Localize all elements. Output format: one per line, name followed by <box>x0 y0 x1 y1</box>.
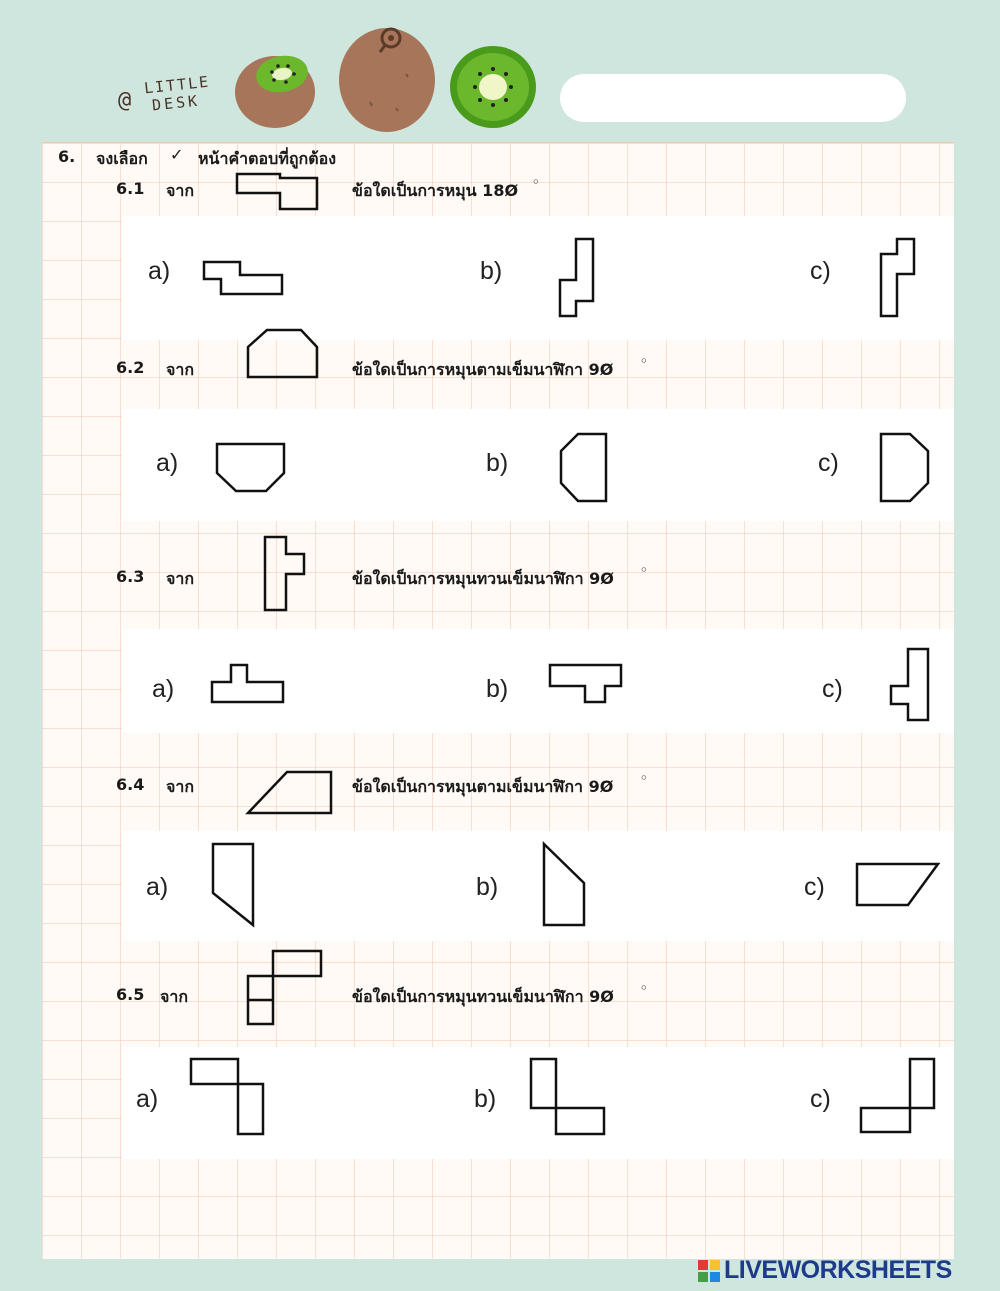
option-label-b[interactable]: b) <box>486 675 509 703</box>
question-number: 6.1 <box>116 179 145 198</box>
header-banner <box>560 74 906 122</box>
degree-symbol: ◦ <box>640 354 648 368</box>
brand-logo <box>118 74 218 122</box>
check-mark-icon: ✓ <box>170 145 184 164</box>
option-label-a[interactable]: a) <box>152 675 175 703</box>
question-number: 6.3 <box>116 567 145 586</box>
kiwi-whole-icon <box>336 22 438 134</box>
option-c-shape[interactable] <box>856 863 940 907</box>
option-label-c[interactable]: c) <box>810 257 831 285</box>
source-shape <box>264 536 306 612</box>
option-b-shape[interactable] <box>549 664 623 704</box>
instruction-text-2: หน้าคำตอบที่ถูกต้อง <box>198 149 337 168</box>
kiwi-half-icon <box>232 44 322 130</box>
source-shape <box>247 771 333 815</box>
question-text: ข้อใดเป็นการหมุน 18Ø <box>352 181 519 200</box>
question-from: จาก <box>166 181 195 200</box>
degree-symbol: ◦ <box>532 175 540 189</box>
brand-at: @ <box>118 88 132 113</box>
option-a-shape[interactable] <box>216 443 286 493</box>
option-a-shape[interactable] <box>190 1058 266 1136</box>
option-label-a[interactable]: a) <box>146 873 169 901</box>
option-c-shape[interactable] <box>890 648 930 722</box>
option-label-c[interactable]: c) <box>822 675 843 703</box>
brand-line-1: LITTLE <box>143 72 211 98</box>
option-c-shape[interactable] <box>860 1058 938 1136</box>
option-label-b[interactable]: b) <box>476 873 499 901</box>
degree-symbol: ◦ <box>640 771 648 785</box>
question-text: ข้อใดเป็นการหมุนทวนเข็มนาฬิกา 9Ø <box>352 987 614 1006</box>
option-label-c[interactable]: c) <box>810 1085 831 1113</box>
option-b-shape[interactable] <box>543 843 587 927</box>
option-label-a[interactable]: a) <box>148 257 171 285</box>
question-number: 6.5 <box>116 985 145 1004</box>
question-text: ข้อใดเป็นการหมุนทวนเข็มนาฬิกา 9Ø <box>352 569 614 588</box>
worksheet-sheet <box>42 142 954 1259</box>
option-label-a[interactable]: a) <box>156 449 179 477</box>
instruction-text: จงเลือก <box>96 149 148 168</box>
liveworksheets-logo-icon <box>698 1260 720 1282</box>
source-shape <box>247 950 323 1026</box>
question-number: 6.2 <box>116 358 145 377</box>
option-c-shape[interactable] <box>880 433 930 503</box>
kiwi-slice-icon <box>448 44 538 130</box>
question-from: จาก <box>166 777 195 796</box>
brand-line-2: DESK <box>151 91 201 115</box>
option-b-shape[interactable] <box>559 238 595 318</box>
option-label-c[interactable]: c) <box>818 449 839 477</box>
question-from: จาก <box>166 360 195 379</box>
option-label-b[interactable]: b) <box>474 1085 497 1113</box>
question-from: จาก <box>160 987 189 1006</box>
option-b-shape[interactable] <box>560 433 608 503</box>
option-label-a[interactable]: a) <box>136 1085 159 1113</box>
option-a-shape[interactable] <box>203 261 283 296</box>
option-label-b[interactable]: b) <box>486 449 509 477</box>
question-number: 6.4 <box>116 775 145 794</box>
question-from: จาก <box>166 569 195 588</box>
source-shape <box>236 173 318 211</box>
question-text: ข้อใดเป็นการหมุนตามเข็มนาฬิกา 9Ø <box>352 777 614 796</box>
question-text: ข้อใดเป็นการหมุนตามเข็มนาฬิกา 9Ø <box>352 360 614 379</box>
option-a-shape[interactable] <box>212 843 256 927</box>
option-a-shape[interactable] <box>211 664 285 704</box>
degree-symbol: ◦ <box>640 981 648 995</box>
instruction-number: 6. <box>58 147 76 166</box>
footer-brand-text: LIVEWORKSHEETS <box>724 1256 952 1284</box>
option-b-shape[interactable] <box>530 1058 608 1136</box>
source-shape <box>247 329 319 379</box>
option-label-c[interactable]: c) <box>804 873 825 901</box>
option-label-b[interactable]: b) <box>480 257 503 285</box>
degree-symbol: ◦ <box>640 563 648 577</box>
option-c-shape[interactable] <box>880 238 916 318</box>
